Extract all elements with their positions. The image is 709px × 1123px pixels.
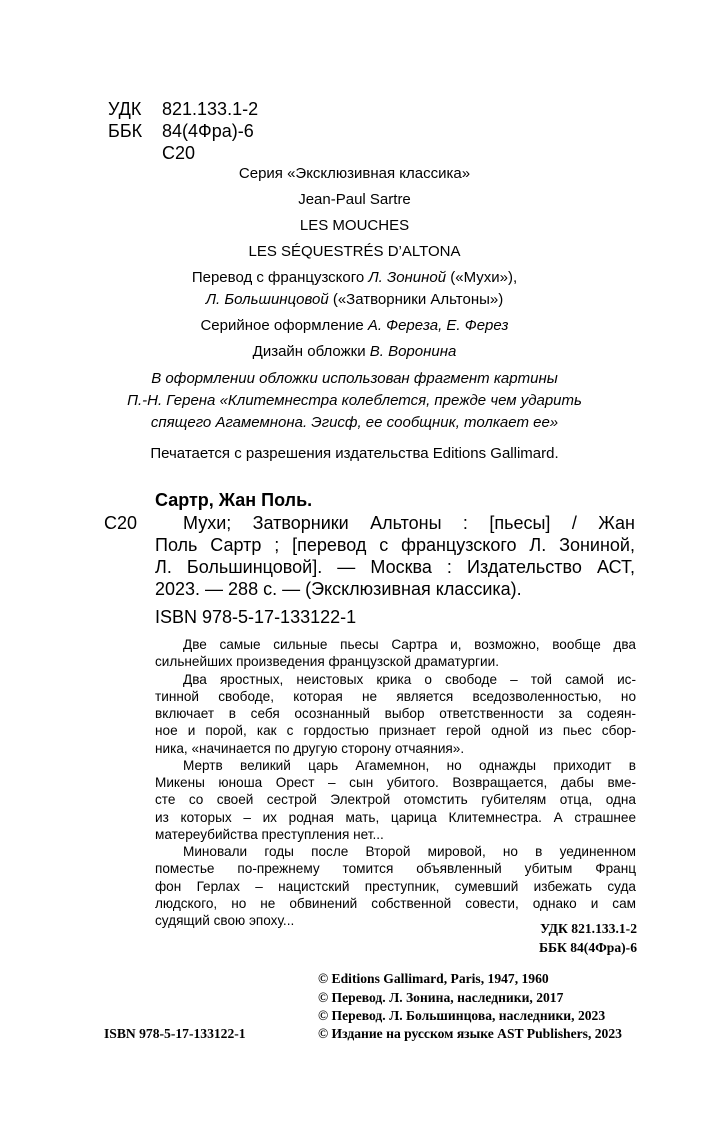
annotation-line: Два яростных, неистовых крика о свободе – той самой ис- [183, 671, 636, 687]
udk-label: УДК [108, 99, 142, 119]
original-author: Jean-Paul Sartre [298, 191, 411, 208]
translation-middle: («Мухи»), [446, 269, 518, 286]
translation-suffix: («Затворники Альтоны») [328, 291, 504, 308]
original-title-2: LES SÉQUESTRÉS D’ALTONA [248, 243, 461, 260]
annotation-line: матереубийства преступления нет... [155, 826, 384, 842]
annotation-line: включает в себя осознанный выбор ответственности за содеян- [155, 706, 636, 721]
bbk-label: ББК [108, 121, 143, 141]
annotation-line: ника, «начинается по другую сторону отчаяния». [155, 740, 465, 756]
annotation-line: Микены юноша Орест – сын убитого. Возвращается, дабы вме- [155, 775, 636, 790]
cover-designer: В. Воронина [369, 343, 457, 360]
annotation-line: Две самые сильные пьесы Сартра и, возможно, вообще два [183, 637, 636, 652]
translation-line-2 [0, 292, 709, 307]
annotation-line: Мертв великий царь Агамемнон, но однажды приходит в [183, 757, 636, 773]
index-bbk: ББК 84(4Фра)-6 [538, 940, 637, 955]
annotation-line: ное и порой, как с гордостью признает герой одной из пьес сбор- [155, 723, 636, 739]
bib-line-4: 2023. — 288 с. — (Эксклюзивная классика). [155, 579, 522, 599]
annotation-line: из которых – их родная мать, царица Клитемнестра. А страшнее [155, 809, 636, 825]
bbk-value: 84(4Фра)-6 [162, 121, 254, 141]
udk-value: 821.133.1-2 [162, 99, 259, 119]
bib-line-2: Поль Сартр ; [перевод с французского Л. Зониной, [155, 535, 635, 555]
translation-prefix: Перевод с французского [191, 269, 369, 286]
cover-design-line [0, 344, 709, 359]
annotation-line: сте со своей сестрой Электрой отомстить губителям отца, одна [155, 792, 636, 808]
cover-note-line-2: П.-Н. Герена «Клитемнестра колеблется, прежде чем ударить [127, 392, 582, 409]
bib-sign: С20 [104, 513, 138, 533]
original-title-1: LES MOUCHES [299, 217, 410, 234]
index-udk: УДК 821.133.1-2 [540, 921, 637, 936]
cover-note-line-1: В оформлении обложки использован фрагмент картины [151, 370, 558, 387]
copyright-line: © Editions Gallimard, Paris, 1947, 1960 [318, 971, 549, 986]
bib-isbn: ISBN 978-5-17-133122-1 [155, 607, 357, 627]
series-designers: А. Фереза, Е. Ферез [367, 317, 509, 334]
cover-note-line-3: спящего Агамемнона. Эгисф, ее сообщник, толкает ее» [150, 414, 559, 431]
cover-design-prefix: Дизайн обложки [252, 343, 370, 360]
series-design-line [0, 318, 709, 333]
copyright-line: © Перевод. Л. Большинцова, наследники, 2023 [318, 1008, 606, 1023]
bib-heading: Сартр, Жан Поль. [155, 490, 313, 510]
series-title: Серия «Эксклюзивная классика» [238, 165, 471, 182]
translator-1: Л. Зониной [368, 269, 447, 286]
permission-note: Печатается с разрешения издательства Editions Gallimard. [150, 445, 559, 462]
copyright-line: © Издание на русском языке AST Publishers, 2023 [318, 1026, 622, 1041]
annotation-line: поместье по-прежнему томится объявленный убитым Франц [155, 861, 636, 877]
annotation-line: Миновали годы после Второй мировой, но в уединенном [183, 844, 636, 859]
translation-line-1 [0, 270, 709, 285]
annotation-line: сильнейших произведения французской драматургии. [155, 654, 499, 670]
annotation-line: тинной свободе, которая не является вседозволенностью, но [155, 688, 636, 704]
annotation-line: людского, но не обвинений собственной совести, однако и сам [155, 895, 636, 911]
isbn-footer: ISBN 978-5-17-133122-1 [104, 1026, 246, 1041]
copyright-line: © Перевод. Л. Зонина, наследники, 2017 [318, 990, 564, 1005]
annotation-line: судящий свою эпоху... [155, 913, 295, 928]
series-design-prefix: Серийное оформление [200, 317, 368, 334]
bib-line-1: Мухи; Затворники Альтоны : [пьесы] / Жан [183, 513, 635, 533]
translator-2: Л. Большинцовой [205, 291, 329, 308]
annotation-line: фон Герлах – нацистский преступник, сумевший избежать суда [155, 878, 636, 894]
author-sign: С20 [162, 143, 196, 163]
bib-line-3: Л. Большинцовой]. — Москва : Издательство АСТ, [155, 557, 635, 577]
